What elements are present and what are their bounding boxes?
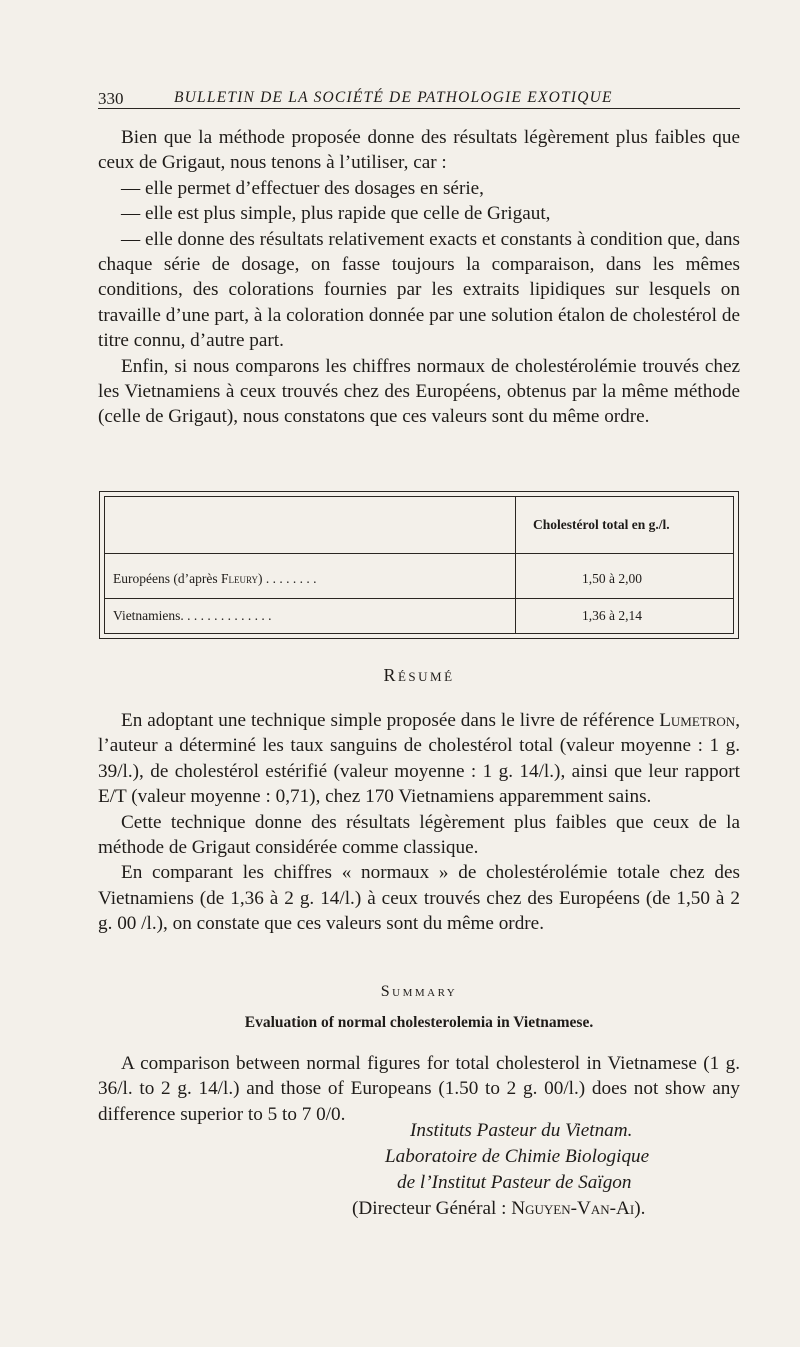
page-header <box>98 86 740 109</box>
resume-paragraph-1: En adoptant une technique simple proposée dans le livre de référence Lumetron, l’auteur a déterminé les taux sanguins de cholestérol total (valeur moyenne : 1 g. 39/l.), de cholestérol estérifié (valeur moyenne : 1 g. 14/l.), ainsi que leur rapport E/T (valeur moyenne : 0,71), chez 170 Vietnamiens apparemment sains. <box>98 710 740 808</box>
intro-paragraph-1: Bien que la méthode proposée donne des résultats légèrement plus faibles que ceux de Grigaut, nous tenons à l’utiliser, car : <box>98 127 740 174</box>
summary-subtitle: Evaluation of normal cholesterolemia in Vietnamese. <box>244 1014 594 1031</box>
resume-paragraph-3: En comparant les chiffres « normaux » de cholestérolémie totale chez des Vietnamiens (de 1,36 à 2 g. 14/l.) à ceux trouvés chez des Européens (de 1,50 à 2 g. 00 /l.), on constate que ces valeurs sont du même ordre. <box>98 862 740 935</box>
signature-line-1: Instituts Pasteur du Vietnam. <box>410 1120 633 1141</box>
summary-heading: Summary <box>380 983 458 1000</box>
summary-text <box>98 1051 740 1127</box>
summary-paragraph: A comparison between normal figures for total cholesterol in Vietnamese (1 g. 36/l. to 2 g. 14/l.) and those of Europeans (1.50 to 2 g. 00/l.) does not show any difference superior to 5 to 7 0/0. <box>98 1053 740 1125</box>
table-row-value: 1,36 à 2,14 <box>582 608 642 623</box>
intro-bullet-3: — elle donne des résultats relativement exacts et constants à condition que, dans chaque série de dosage, on fasse toujours la comparaison, dans les mêmes conditions, des colorations fournies par les extraits lipidiques sur lesquels on travaille d’une part, à la coloration donnée par une solution étalon de cholestérol de titre connu, d’autre part. <box>98 228 740 352</box>
table-row-label: Européens (d’après Fleury) . . . . . . . . <box>113 571 317 586</box>
resume-paragraph-2: Cette technique donne des résultats légèrement plus faibles que ceux de la méthode de Grigaut considérée comme classique. <box>98 811 740 859</box>
resume-text <box>98 708 740 937</box>
signature-line-2: Laboratoire de Chimie Biologique <box>385 1146 650 1167</box>
intro-text <box>98 125 740 430</box>
table-header: Cholestérol total en g./l. <box>533 517 670 532</box>
cholesterol-table <box>99 491 739 639</box>
resume-heading: Résumé <box>383 665 455 685</box>
intro-paragraph-2: Enfin, si nous comparons les chiffres normaux de cholestérolémie trouvés chez les Vietnamiens à ceux trouvés chez des Européens, obtenus par la même méthode (celle de Grigaut), nous constatons que ces valeurs sont du même ordre. <box>98 355 740 428</box>
running-title: BULLETIN DE LA SOCIÉTÉ DE PATHOLOGIE EXOTIQUE <box>174 89 613 106</box>
page-number: 330 <box>98 89 124 108</box>
intro-bullet-1: — elle permet d’effectuer des dosages en série, <box>121 177 484 199</box>
signature-line-4: (Directeur Général : Nguyen-Van-Ai). <box>352 1198 646 1219</box>
signature-line-3: de l’Institut Pasteur de Saïgon <box>397 1172 632 1193</box>
table-row-label: Vietnamiens. . . . . . . . . . . . . . <box>113 608 272 623</box>
table-row-value: 1,50 à 2,00 <box>582 571 642 586</box>
intro-bullet-2: — elle est plus simple, plus rapide que celle de Grigaut, <box>121 203 551 225</box>
